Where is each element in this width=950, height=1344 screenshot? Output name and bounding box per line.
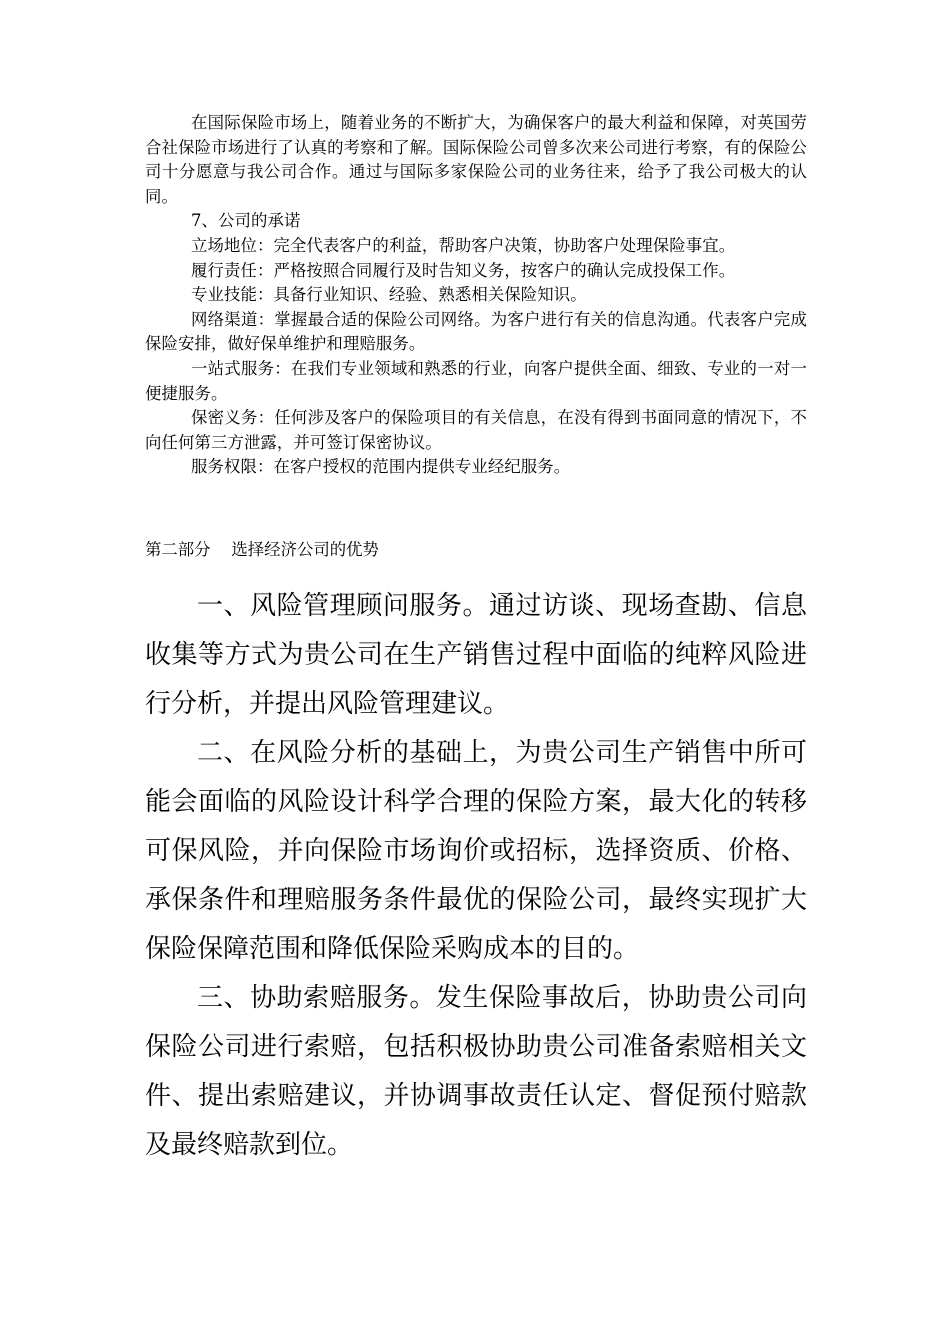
commitment-item: 网络渠道：掌握最合适的保险公司网络。为客户进行有关的信息沟通。代表客户完成保险安排，做好保单维护和理赔服务。 — [145, 309, 807, 354]
commitment-item: 履行责任：严格按照合同履行及时告知义务，按客户的确认完成投保工作。 — [191, 260, 736, 280]
commitment-heading: 7、公司的承诺 — [191, 211, 301, 231]
commitment-item: 一站式服务：在我们专业领域和熟悉的行业，向客户提供全面、细致、专业的一对一便捷服务。 — [145, 358, 807, 403]
advantage-paragraph: 三、协助索赔服务。发生保险事故后，协助贵公司向保险公司进行索赔，包括积极协助贵公司准备索赔相关文件、提出索赔建议，并协调事故责任认定、督促预付赔款及最终赔款到位。 — [145, 983, 807, 1160]
part-one-body — [145, 111, 807, 480]
advantage-paragraph: 一、风险管理顾问服务。通过访谈、现场查勘、信息收集等方式为贵公司在生产销售过程中面临的纯粹风险进行分析，并提出风险管理建议。 — [145, 591, 807, 719]
advantage-paragraph: 二、在风险分析的基础上，为贵公司生产销售中所可能会面临的风险设计科学合理的保险方案，最大化的转移可保风险，并向保险市场询价或招标，选择资质、价格、承保条件和理赔服务条件最优的保险公司，最终实现扩大保险保障范围和降低保险采购成本的目的。 — [145, 738, 807, 964]
part-two-body — [145, 582, 807, 1170]
commitment-item: 保密义务：任何涉及客户的保险项目的有关信息，在没有得到书面同意的情况下，不向任何第三方泄露，并可签订保密协议。 — [145, 408, 807, 452]
part-two-heading: 第二部分 选择经济公司的优势 — [145, 540, 379, 559]
intro-paragraph: 在国际保险市场上，随着业务的不断扩大，为确保客户的最大利益和保障，对英国劳合社保险市场进行了认真的考察和了解。国际保险公司曾多次来公司进行考察，有的保险公司十分愿意与我公司合作。通过与国际多家保险公司的业务往来，给予了我公司极大的认同。 — [145, 113, 807, 206]
commitment-item: 服务权限：在客户授权的范围内提供专业经纪服务。 — [191, 457, 571, 477]
commitment-item: 立场地位：完全代表客户的利益，帮助客户决策，协助客户处理保险事宜。 — [191, 235, 736, 255]
commitment-item: 专业技能：具备行业知识、经验、熟悉相关保险知识。 — [191, 285, 587, 305]
